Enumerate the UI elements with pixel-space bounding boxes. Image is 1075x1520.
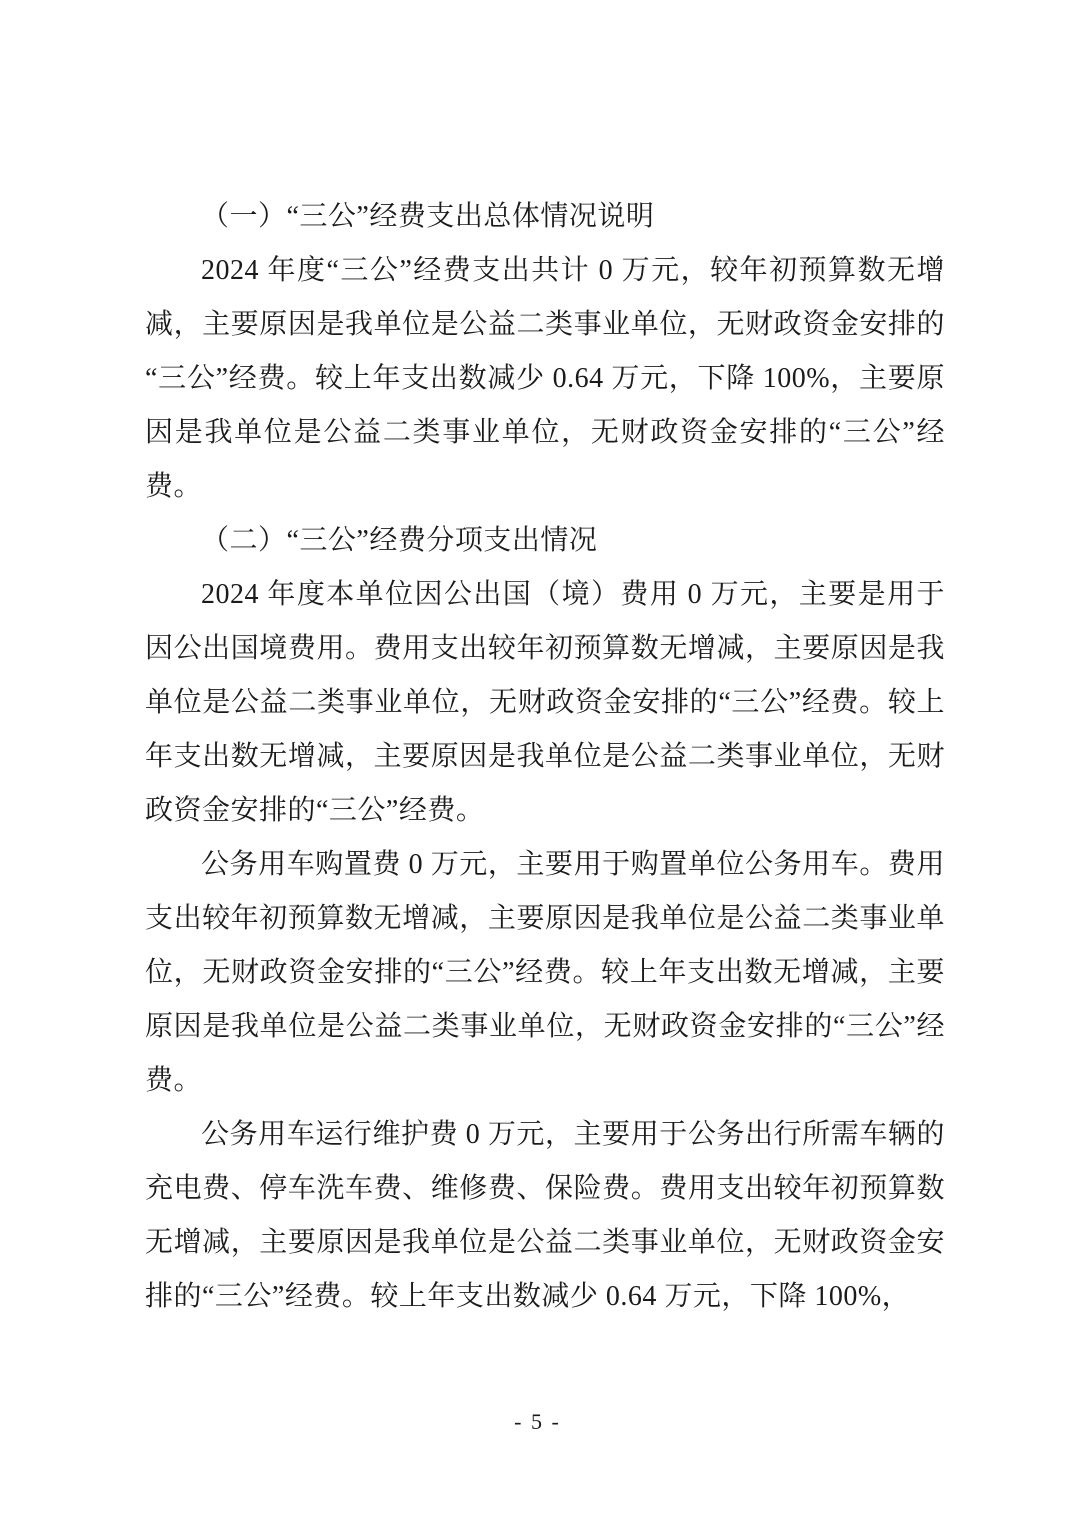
section-heading-overall-expense: （一）“三公”经费支出总体情况说明	[201, 201, 655, 232]
paragraph-overall-expense: 2024 年度“三公”经费支出共计 0 万元，较年初预算数无增减，主要原因是我单位是公益二类事业单位，无财政资金安排的“三公”经费。较上年支出数减少 0.64 万元，下降 100%，主要原因是我单位是公益二类事业单位，无财政资金安排的“三公”经费。	[145, 255, 945, 502]
paragraph-vehicle-maintenance-expense: 公务用车运行维护费 0 万元，主要用于公务出行所需车辆的充电费、停车洗车费、维修费、保险费。费用支出较年初预算数无增减，主要原因是我单位是公益二类事业单位，无财政资金安排的“三公”经费。较上年支出数减少 0.64 万元，下降 100%，	[145, 1119, 945, 1312]
page-number: - 5 -	[514, 1409, 561, 1434]
paragraph-vehicle-purchase-expense: 公务用车购置费 0 万元，主要用于购置单位公务用车。费用支出较年初预算数无增减，主要原因是我单位是公益二类事业单位，无财政资金安排的“三公”经费。较上年支出数无增减，主要原因是我单位是公益二类事业单位，无财政资金安排的“三公”经费。	[145, 849, 945, 1096]
paragraph-overseas-travel-expense: 2024 年度本单位因公出国（境）费用 0 万元，主要是用于因公出国境费用。费用支出较年初预算数无增减，主要原因是我单位是公益二类事业单位，无财政资金安排的“三公”经费。较上年支出数无增减，主要原因是我单位是公益二类事业单位，无财政资金安排的“三公”经费。	[145, 579, 945, 826]
document-body	[145, 190, 945, 1324]
section-heading-itemized-expense: （二）“三公”经费分项支出情况	[201, 525, 598, 556]
